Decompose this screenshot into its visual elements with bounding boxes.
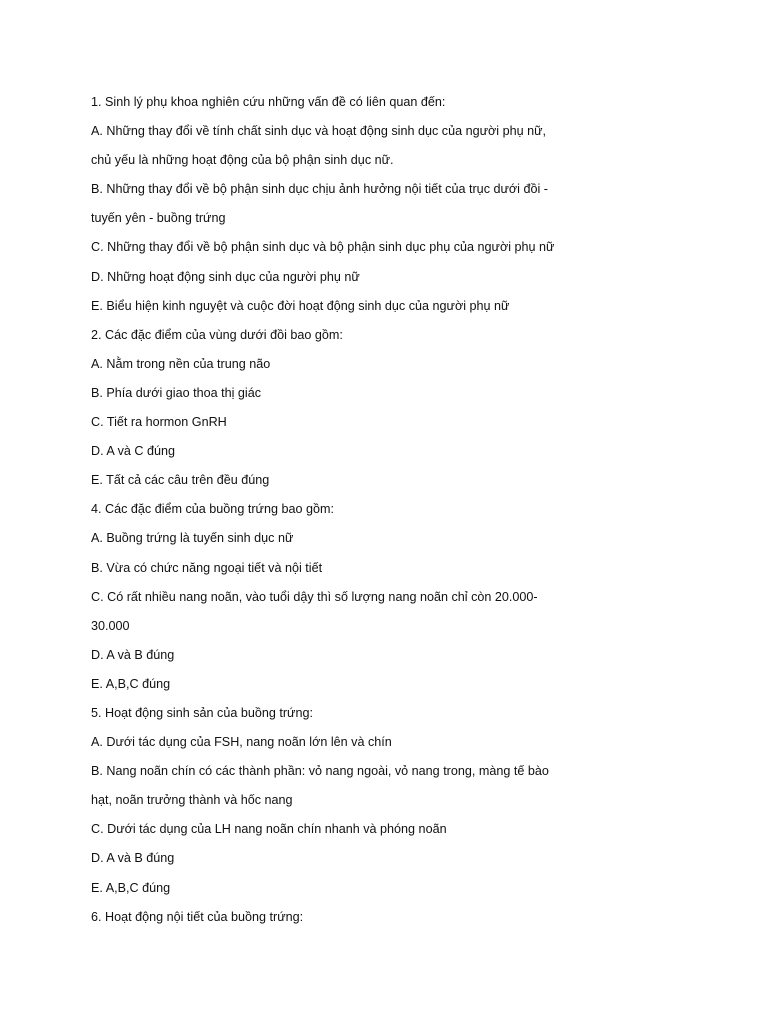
- question-2-option-c: C. Tiết ra hormon GnRH: [91, 415, 227, 430]
- question-5-option-b: B. Nang noãn chín có các thành phần: vỏ nang ngoài, vỏ nang trong, màng tế bào: [91, 764, 549, 779]
- question-4-option-d: D. A và B đúng: [91, 647, 175, 662]
- question-6-stem: 6. Hoạt động nội tiết của buồng trứng:: [91, 909, 304, 924]
- question-1-stem: 1. Sinh lý phụ khoa nghiên cứu những vấn đề có liên quan đến:: [91, 95, 446, 109]
- document-body: [91, 91, 691, 935]
- question-2-stem: 2. Các đặc điểm của vùng dưới đồi bao gồm:: [91, 327, 343, 342]
- question-2-option-b: B. Phía dưới giao thoa thị giác: [91, 385, 262, 400]
- question-4-stem: 4. Các đặc điểm của buồng trứng bao gồm:: [91, 502, 334, 517]
- question-4-option-b: B. Vừa có chức năng ngoại tiết và nội tiết: [91, 560, 323, 575]
- question-5-option-b-cont: hạt, noãn trưởng thành và hốc nang: [91, 793, 293, 808]
- question-5-option-a: A. Dưới tác dụng của FSH, nang noãn lớn lên và chín: [91, 735, 392, 750]
- question-2-option-e: E. Tất cả các câu trên đều đúng: [91, 473, 270, 488]
- question-5-option-e: E. A,B,C đúng: [91, 880, 171, 895]
- question-2-option-a: A. Nằm trong nền của trung não: [91, 356, 271, 371]
- question-1-option-c: C. Những thay đổi về bộ phận sinh dục và bộ phận sinh dục phụ của người phụ nữ: [91, 240, 555, 255]
- question-4-option-a: A. Buồng trứng là tuyến sinh dục nữ: [91, 531, 294, 546]
- question-4-option-c: C. Có rất nhiều nang noãn, vào tuổi dậy thì số lượng nang noãn chỉ còn 20.000-: [91, 589, 538, 604]
- question-5-option-d: D. A và B đúng: [91, 851, 175, 866]
- question-2-option-d: D. A và C đúng: [91, 444, 176, 459]
- question-1-option-e: E. Biểu hiện kinh nguyệt và cuộc đời hoạt động sinh dục của người phụ nữ: [91, 298, 510, 313]
- question-1-option-a-cont: chủ yếu là những hoạt động của bộ phận sinh dục nữ.: [91, 153, 394, 168]
- question-1-option-b: B. Những thay đổi về bộ phận sinh dục chịu ảnh hưởng nội tiết của trục dưới đồi -: [91, 182, 548, 197]
- question-1-option-a: A. Những thay đổi về tính chất sinh dục và hoạt động sinh dục của người phụ nữ,: [91, 124, 547, 139]
- question-1-option-b-cont: tuyến yên - buồng trứng: [91, 211, 226, 226]
- question-5-option-c: C. Dưới tác dụng của LH nang noãn chín nhanh và phóng noãn: [91, 822, 447, 837]
- question-1-option-d: D. Những hoạt động sinh dục của người phụ nữ: [91, 269, 360, 284]
- question-4-option-e: E. A,B,C đúng: [91, 676, 171, 691]
- question-4-option-c-cont: 30.000: [91, 618, 130, 633]
- question-5-stem: 5. Hoạt động sinh sản của buồng trứng:: [91, 705, 313, 720]
